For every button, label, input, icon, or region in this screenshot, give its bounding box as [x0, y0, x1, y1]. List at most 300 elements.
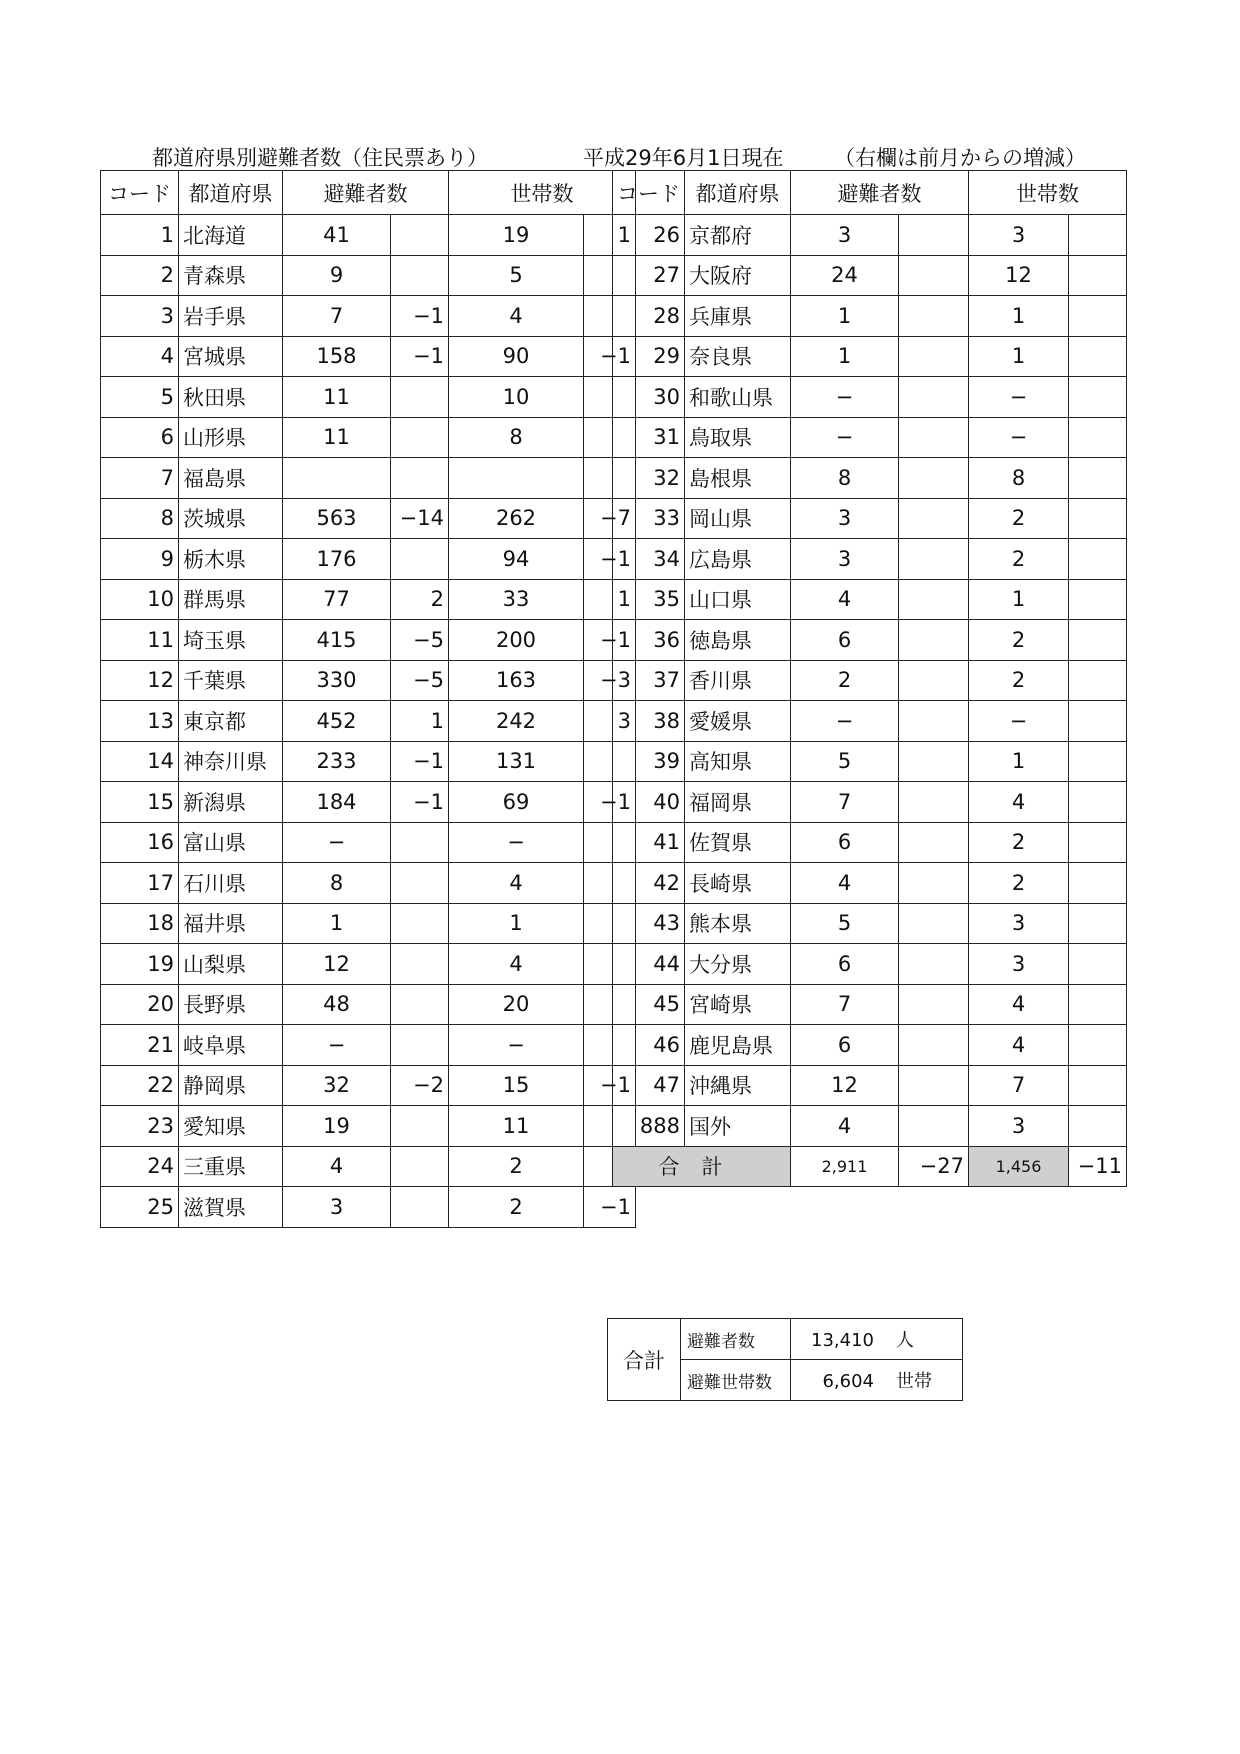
total-households-change: −11	[1069, 1146, 1127, 1187]
evacuees-change-cell: −5	[391, 660, 449, 701]
evacuees-change-cell	[899, 539, 969, 580]
households-change-cell	[1069, 944, 1127, 985]
evacuees-cell: 5	[791, 903, 899, 944]
households-cell: 12	[969, 255, 1069, 296]
evacuees-change-cell	[391, 1106, 449, 1147]
households-cell: 2	[969, 620, 1069, 661]
households-cell: 1	[969, 579, 1069, 620]
table-row	[613, 296, 1127, 337]
evacuees-change-cell	[391, 903, 449, 944]
evacuees-change-cell	[391, 215, 449, 256]
table-row	[613, 863, 1127, 904]
evacuees-change-cell	[899, 579, 969, 620]
households-cell: 4	[449, 863, 584, 904]
evacuees-change-cell	[899, 336, 969, 377]
evacuees-change-cell	[899, 1065, 969, 1106]
table-row	[101, 255, 636, 296]
evacuees-cell: 7	[283, 296, 391, 337]
households-cell: 200	[449, 620, 584, 661]
table-row	[613, 701, 1127, 742]
summary-evacuees-unit: 人	[896, 1330, 914, 1351]
households-cell: 20	[449, 984, 584, 1025]
evacuees-cell: 6	[791, 822, 899, 863]
households-cell: 2	[969, 498, 1069, 539]
table-row	[101, 701, 636, 742]
code-cell: 30	[613, 377, 685, 418]
evacuees-cell: 9	[283, 255, 391, 296]
code-cell: 2	[101, 255, 179, 296]
code-cell: 18	[101, 903, 179, 944]
evacuees-change-cell	[899, 660, 969, 701]
households-change-cell	[1069, 863, 1127, 904]
households-cell: 69	[449, 782, 584, 823]
evacuees-cell: 1	[283, 903, 391, 944]
prefecture-cell: 大阪府	[685, 255, 791, 296]
code-cell: 40	[613, 782, 685, 823]
code-cell: 28	[613, 296, 685, 337]
evacuees-change-cell	[391, 539, 449, 580]
evacuees-cell: −	[283, 1025, 391, 1066]
table-row	[101, 458, 636, 499]
table-row	[101, 1187, 636, 1228]
code-cell: 16	[101, 822, 179, 863]
evacuees-cell: 5	[791, 741, 899, 782]
prefecture-cell: 新潟県	[179, 782, 283, 823]
households-cell: 2	[969, 660, 1069, 701]
households-change-cell	[1069, 215, 1127, 256]
evacuees-cell: 4	[791, 1106, 899, 1147]
summary-households-cell	[791, 1360, 963, 1401]
evacuees-change-cell	[899, 903, 969, 944]
code-cell: 22	[101, 1065, 179, 1106]
prefecture-cell: 京都府	[685, 215, 791, 256]
prefecture-cell: 茨城県	[179, 498, 283, 539]
households-change-cell	[1069, 701, 1127, 742]
prefecture-cell: 山形県	[179, 417, 283, 458]
households-cell: 2	[969, 822, 1069, 863]
households-cell: 11	[449, 1106, 584, 1147]
table-row	[613, 782, 1127, 823]
households-cell: 3	[969, 1106, 1069, 1147]
evacuees-change-cell	[391, 984, 449, 1025]
evacuees-change-cell	[391, 822, 449, 863]
prefecture-cell: 石川県	[179, 863, 283, 904]
code-cell: 3	[101, 296, 179, 337]
households-change-cell: −7	[584, 498, 636, 539]
code-cell: 5	[101, 377, 179, 418]
households-cell: 3	[969, 215, 1069, 256]
evacuees-cell: 233	[283, 741, 391, 782]
code-cell: 25	[101, 1187, 179, 1228]
code-cell: 35	[613, 579, 685, 620]
code-cell: 44	[613, 944, 685, 985]
header-households: 世帯数	[969, 171, 1127, 215]
header-code: コード	[613, 171, 685, 215]
total-evacuees-change: −27	[899, 1146, 969, 1187]
code-cell: 15	[101, 782, 179, 823]
households-cell: 1	[449, 903, 584, 944]
households-cell: 2	[969, 539, 1069, 580]
code-cell: 20	[101, 984, 179, 1025]
code-cell: 31	[613, 417, 685, 458]
table-row	[613, 377, 1127, 418]
code-cell: 29	[613, 336, 685, 377]
evacuee-table-left	[100, 170, 636, 1228]
households-cell: 94	[449, 539, 584, 580]
evacuees-change-cell	[899, 255, 969, 296]
households-cell: −	[969, 417, 1069, 458]
prefecture-cell: 国外	[685, 1106, 791, 1147]
evacuees-change-cell	[899, 620, 969, 661]
evacuees-cell: 8	[791, 458, 899, 499]
summary-table	[607, 1318, 963, 1401]
table-row	[101, 782, 636, 823]
households-cell: 7	[969, 1065, 1069, 1106]
prefecture-cell: 宮城県	[179, 336, 283, 377]
prefecture-cell: 兵庫県	[685, 296, 791, 337]
households-change-cell	[1069, 458, 1127, 499]
header-households: 世帯数	[449, 171, 636, 215]
households-change-cell	[1069, 539, 1127, 580]
households-cell: 4	[449, 296, 584, 337]
table-row	[101, 863, 636, 904]
code-cell: 1	[101, 215, 179, 256]
table-row	[101, 579, 636, 620]
total-row	[613, 1146, 1127, 1187]
code-cell: 46	[613, 1025, 685, 1066]
table-row	[101, 296, 636, 337]
prefecture-cell: 長野県	[179, 984, 283, 1025]
code-cell: 11	[101, 620, 179, 661]
code-cell: 33	[613, 498, 685, 539]
households-change-cell: −1	[584, 1187, 636, 1228]
evacuees-change-cell	[899, 417, 969, 458]
table-row	[613, 336, 1127, 377]
prefecture-cell: 岐阜県	[179, 1025, 283, 1066]
prefecture-cell: 福島県	[179, 458, 283, 499]
evacuees-change-cell	[391, 255, 449, 296]
evacuees-cell: 6	[791, 1025, 899, 1066]
code-cell: 19	[101, 944, 179, 985]
code-cell: 9	[101, 539, 179, 580]
table-row	[613, 620, 1127, 661]
evacuees-cell: 11	[283, 417, 391, 458]
table-row	[101, 336, 636, 377]
evacuees-cell: 1	[791, 296, 899, 337]
code-cell: 888	[613, 1106, 685, 1147]
evacuees-cell: 158	[283, 336, 391, 377]
code-cell: 23	[101, 1106, 179, 1147]
evacuees-change-cell	[899, 984, 969, 1025]
evacuees-cell: 41	[283, 215, 391, 256]
evacuees-cell: 3	[791, 539, 899, 580]
code-cell: 43	[613, 903, 685, 944]
summary-households-label: 避難世帯数	[681, 1360, 791, 1401]
households-cell: 10	[449, 377, 584, 418]
evacuees-cell: 452	[283, 701, 391, 742]
evacuees-change-cell	[391, 863, 449, 904]
header-prefecture: 都道府県	[179, 171, 283, 215]
evacuees-cell: 19	[283, 1106, 391, 1147]
households-cell: 131	[449, 741, 584, 782]
prefecture-cell: 福井県	[179, 903, 283, 944]
table-row	[101, 660, 636, 701]
prefecture-cell: 岡山県	[685, 498, 791, 539]
prefecture-cell: 熊本県	[685, 903, 791, 944]
households-cell: −	[969, 701, 1069, 742]
households-cell: 242	[449, 701, 584, 742]
evacuees-change-cell: −1	[391, 296, 449, 337]
evacuees-change-cell	[391, 1146, 449, 1187]
households-change-cell: −1	[584, 539, 636, 580]
evacuees-change-cell: −1	[391, 782, 449, 823]
prefecture-cell: 東京都	[179, 701, 283, 742]
code-cell: 4	[101, 336, 179, 377]
households-cell: 1	[969, 741, 1069, 782]
households-cell: 4	[449, 944, 584, 985]
evacuees-cell: 6	[791, 944, 899, 985]
households-change-cell: −1	[584, 782, 636, 823]
evacuees-change-cell: −1	[391, 741, 449, 782]
evacuees-cell: 3	[791, 498, 899, 539]
prefecture-cell: 富山県	[179, 822, 283, 863]
code-cell: 14	[101, 741, 179, 782]
table-row	[101, 1025, 636, 1066]
households-change-cell: −1	[584, 336, 636, 377]
households-change-cell: −1	[584, 1065, 636, 1106]
summary-households-unit: 世帯	[896, 1371, 932, 1392]
prefecture-cell: 神奈川県	[179, 741, 283, 782]
code-cell: 38	[613, 701, 685, 742]
code-cell: 21	[101, 1025, 179, 1066]
evacuees-cell: 4	[283, 1146, 391, 1187]
evacuees-change-cell	[899, 296, 969, 337]
table-header-row	[101, 171, 636, 215]
households-cell: 8	[969, 458, 1069, 499]
evacuees-cell: 4	[791, 579, 899, 620]
summary-households-value: 6,604	[822, 1371, 874, 1392]
prefecture-cell: 栃木県	[179, 539, 283, 580]
code-cell: 10	[101, 579, 179, 620]
evacuees-change-cell	[899, 782, 969, 823]
prefecture-cell: 秋田県	[179, 377, 283, 418]
evacuees-change-cell	[391, 1025, 449, 1066]
table-row	[101, 377, 636, 418]
households-cell	[449, 458, 584, 499]
households-change-cell	[1069, 1106, 1127, 1147]
table-row	[613, 903, 1127, 944]
prefecture-cell: 徳島県	[685, 620, 791, 661]
evacuees-change-cell	[391, 417, 449, 458]
households-cell: 33	[449, 579, 584, 620]
prefecture-cell: 愛知県	[179, 1106, 283, 1147]
table-row	[101, 984, 636, 1025]
table-row	[613, 984, 1127, 1025]
households-cell: 4	[969, 984, 1069, 1025]
prefecture-cell: 群馬県	[179, 579, 283, 620]
evacuees-change-cell: 2	[391, 579, 449, 620]
prefecture-cell: 北海道	[179, 215, 283, 256]
households-cell: 262	[449, 498, 584, 539]
document-title: 都道府県別避難者数（住民票あり）	[152, 146, 488, 170]
evacuee-table-right	[612, 170, 1127, 1187]
total-households: 1,456	[969, 1146, 1069, 1187]
table-row	[613, 417, 1127, 458]
table-row	[101, 903, 636, 944]
evacuees-cell: 12	[791, 1065, 899, 1106]
table-row	[613, 944, 1127, 985]
code-cell: 12	[101, 660, 179, 701]
evacuees-change-cell	[899, 701, 969, 742]
change-note: （右欄は前月からの増減）	[834, 146, 1086, 170]
code-cell: 41	[613, 822, 685, 863]
households-cell: 3	[969, 903, 1069, 944]
households-cell: 163	[449, 660, 584, 701]
code-cell: 32	[613, 458, 685, 499]
table-row	[613, 1025, 1127, 1066]
summary-label: 合計	[608, 1319, 681, 1401]
table-row	[613, 255, 1127, 296]
evacuees-cell: −	[791, 377, 899, 418]
header-evacuees: 避難者数	[283, 171, 449, 215]
evacuees-cell	[283, 458, 391, 499]
evacuees-change-cell	[391, 1187, 449, 1228]
evacuees-change-cell: −1	[391, 336, 449, 377]
households-change-cell: 1	[584, 579, 636, 620]
prefecture-cell: 青森県	[179, 255, 283, 296]
evacuees-change-cell	[899, 215, 969, 256]
households-cell: 4	[969, 1025, 1069, 1066]
prefecture-cell: 山梨県	[179, 944, 283, 985]
code-cell: 36	[613, 620, 685, 661]
table-row	[101, 741, 636, 782]
prefecture-cell: 広島県	[685, 539, 791, 580]
evacuees-cell: 330	[283, 660, 391, 701]
households-change-cell: 3	[584, 701, 636, 742]
prefecture-cell: 奈良県	[685, 336, 791, 377]
households-cell: −	[449, 1025, 584, 1066]
evacuees-cell: 563	[283, 498, 391, 539]
header-prefecture: 都道府県	[685, 171, 791, 215]
households-change-cell	[1069, 296, 1127, 337]
households-cell: 5	[449, 255, 584, 296]
prefecture-cell: 和歌山県	[685, 377, 791, 418]
table-row	[613, 1065, 1127, 1106]
households-cell: −	[969, 377, 1069, 418]
households-cell: 8	[449, 417, 584, 458]
summary-evacuees-value: 13,410	[811, 1330, 874, 1351]
code-cell: 37	[613, 660, 685, 701]
evacuees-change-cell: −2	[391, 1065, 449, 1106]
households-change-cell	[1069, 903, 1127, 944]
evacuees-cell: 184	[283, 782, 391, 823]
households-cell: 4	[969, 782, 1069, 823]
table-row	[613, 741, 1127, 782]
evacuees-cell: 77	[283, 579, 391, 620]
households-cell: 1	[969, 296, 1069, 337]
table-row	[101, 822, 636, 863]
table-row	[613, 215, 1127, 256]
prefecture-cell: 福岡県	[685, 782, 791, 823]
code-cell: 39	[613, 741, 685, 782]
evacuees-cell: 48	[283, 984, 391, 1025]
prefecture-cell: 沖縄県	[685, 1065, 791, 1106]
households-cell: −	[449, 822, 584, 863]
table-row	[613, 458, 1127, 499]
code-cell: 45	[613, 984, 685, 1025]
prefecture-cell: 宮崎県	[685, 984, 791, 1025]
evacuees-cell: −	[791, 701, 899, 742]
households-change-cell	[1069, 1025, 1127, 1066]
households-change-cell	[1069, 255, 1127, 296]
households-cell: 1	[969, 336, 1069, 377]
evacuees-change-cell	[391, 944, 449, 985]
evacuees-change-cell: 1	[391, 701, 449, 742]
households-change-cell: −1	[584, 620, 636, 661]
households-cell: 2	[449, 1187, 584, 1228]
code-cell: 27	[613, 255, 685, 296]
households-change-cell	[1069, 417, 1127, 458]
header-code: コード	[101, 171, 179, 215]
table-row	[613, 498, 1127, 539]
prefecture-cell: 鳥取県	[685, 417, 791, 458]
code-cell: 8	[101, 498, 179, 539]
total-label: 合計	[613, 1146, 791, 1187]
evacuees-cell: 7	[791, 984, 899, 1025]
households-change-cell	[1069, 377, 1127, 418]
evacuees-cell: 8	[283, 863, 391, 904]
households-cell: 19	[449, 215, 584, 256]
total-evacuees: 2,911	[791, 1146, 899, 1187]
code-cell: 26	[613, 215, 685, 256]
code-cell: 47	[613, 1065, 685, 1106]
code-cell: 17	[101, 863, 179, 904]
code-cell: 7	[101, 458, 179, 499]
evacuees-cell: 2	[791, 660, 899, 701]
prefecture-cell: 島根県	[685, 458, 791, 499]
evacuees-cell: 32	[283, 1065, 391, 1106]
households-change-cell	[1069, 1065, 1127, 1106]
table-row	[613, 1106, 1127, 1147]
table-header-row	[613, 171, 1127, 215]
prefecture-cell: 山口県	[685, 579, 791, 620]
evacuees-change-cell: −14	[391, 498, 449, 539]
evacuees-change-cell	[899, 458, 969, 499]
households-change-cell	[1069, 579, 1127, 620]
evacuees-cell: 12	[283, 944, 391, 985]
table-row	[101, 1106, 636, 1147]
prefecture-cell: 滋賀県	[179, 1187, 283, 1228]
households-cell: 3	[969, 944, 1069, 985]
prefecture-cell: 佐賀県	[685, 822, 791, 863]
table-row	[613, 660, 1127, 701]
evacuees-change-cell	[391, 458, 449, 499]
prefecture-cell: 高知県	[685, 741, 791, 782]
households-change-cell	[1069, 660, 1127, 701]
evacuees-change-cell	[899, 1025, 969, 1066]
summary-evacuees-label: 避難者数	[681, 1319, 791, 1360]
prefecture-cell: 千葉県	[179, 660, 283, 701]
table-row	[101, 215, 636, 256]
evacuees-change-cell	[899, 1106, 969, 1147]
households-cell: 15	[449, 1065, 584, 1106]
households-change-cell	[1069, 336, 1127, 377]
prefecture-cell: 香川県	[685, 660, 791, 701]
evacuees-change-cell	[899, 741, 969, 782]
evacuees-cell: 3	[283, 1187, 391, 1228]
evacuees-cell: −	[283, 822, 391, 863]
code-cell: 24	[101, 1146, 179, 1187]
